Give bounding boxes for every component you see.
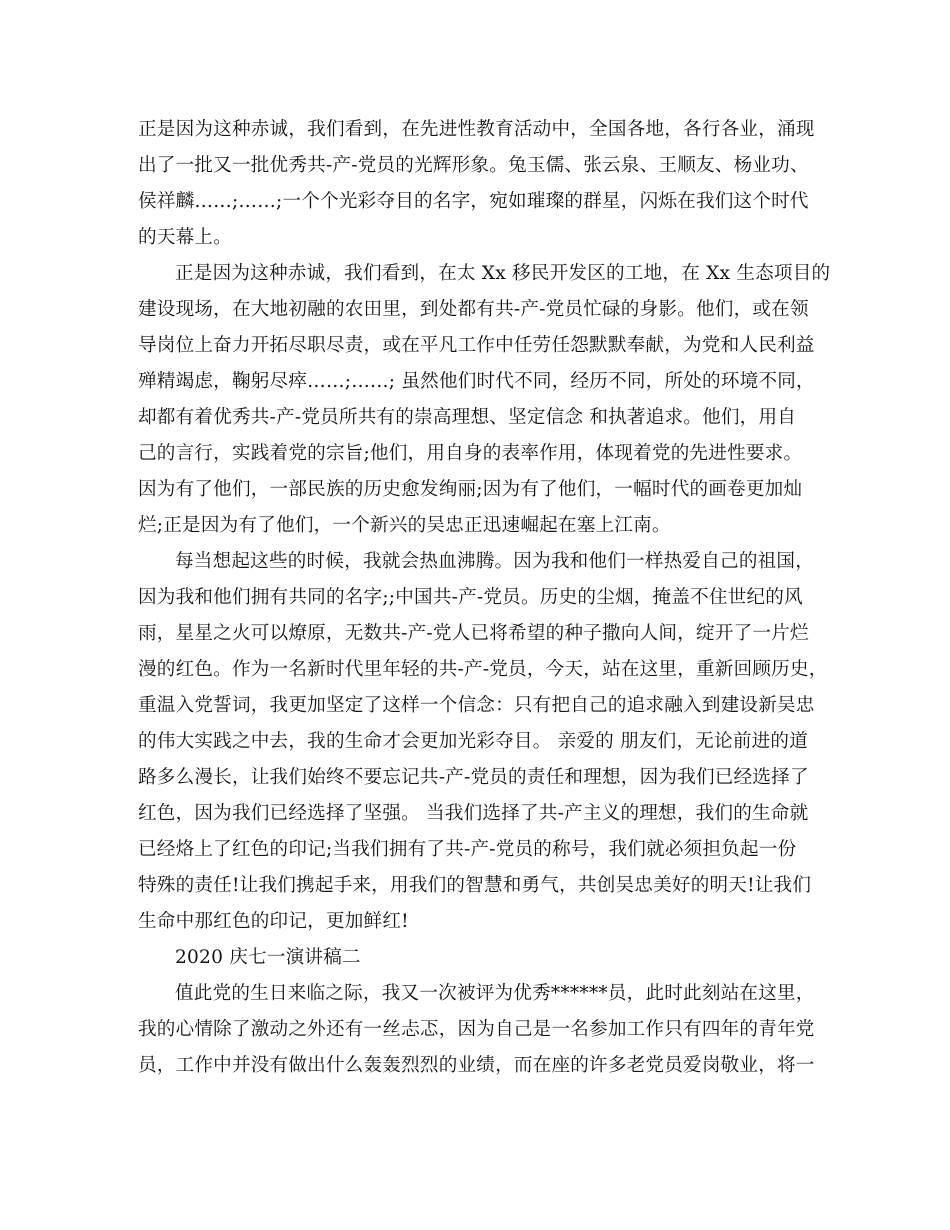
- text-line: 却都有着优秀共-产-党员所共有的崇高理想、坚定信念 和执著追求。他们，用自: [138, 407, 797, 428]
- text-line: 值此党的生日来临之际，我又一次被评为优秀******员，此时此刻站在这里，: [175, 983, 815, 1004]
- text-line: 出了一批又一批优秀共-产-党员的光辉形象。兔玉儒、张云泉、王顺友、杨业功、: [138, 155, 809, 176]
- text-line: 2020 庆七一演讲稿二: [175, 947, 361, 968]
- text-line: 建设现场，在大地初融的农田里，到处都有共-产-党员忙碌的身影。他们，或在领: [138, 299, 809, 320]
- text-line: 的天幕上。: [138, 227, 232, 248]
- text-line: 我的心情除了激动之外还有一丝忐忑，因为自己是一名参加工作只有四年的青年党: [138, 1019, 815, 1040]
- text-line: 生命中那红色的印记，更加鲜红!: [138, 911, 409, 932]
- text-line: 的伟大实践之中去，我的生命才会更加光彩夺目。 亲爱的 朋友们，无论前进的道: [138, 731, 809, 752]
- text-line: 己的言行，实践着党的宗旨;他们，用自身的表率作用，体现着党的先进性要求。: [138, 443, 803, 464]
- text-line: 雨，星星之火可以燎原，无数共-产-党人已将希望的种子撒向人间，绽开了一片烂: [138, 623, 809, 644]
- text-line: 特殊的责任!让我们携起手来，用我们的智慧和勇气，共创吴忠美好的明天!让我们: [138, 875, 812, 896]
- text-line: 红色，因为我们已经选择了坚强。 当我们选择了共-产主义的理想，我们的生命就: [138, 803, 809, 824]
- text-line: 正是因为这种赤诚，我们看到，在先进性教育活动中，全国各地，各行各业，涌现: [138, 119, 815, 140]
- text-line: 重温入党誓词，我更加坚定了这样一个信念：只有把自己的追求融入到建设新吴忠: [138, 695, 815, 716]
- text-line: 正是因为这种赤诚，我们看到，在太 Xx 移民开发区的工地，在 Xx 生态项目的: [175, 263, 831, 284]
- text-line: 路多么漫长，让我们始终不要忘记共-产-党员的责任和理想，因为我们已经选择了: [138, 767, 809, 788]
- text-line: 因为有了他们，一部民族的历史愈发绚丽;因为有了他们，一幅时代的画卷更加灿: [138, 479, 803, 500]
- document-body: [138, 112, 831, 1084]
- text-line: 殚精竭虑，鞠躬尽瘁……;……; 虽然他们时代不同，经历不同，所处的环境不同，: [138, 371, 815, 392]
- text-line: 烂;正是因为有了他们，一个新兴的吴忠正迅速崛起在塞上江南。: [138, 515, 671, 536]
- text-line: 侯祥麟……;……;一个个光彩夺目的名字，宛如璀璨的群星，闪烁在我们这个时代: [138, 191, 809, 212]
- text-line: 导岗位上奋力开拓尽职尽责，或在平凡工作中任劳任怨默默奉献，为党和人民利益: [138, 335, 815, 356]
- text-line: 已经烙上了红色的印记;当我们拥有了共-产-党员的称号，我们就必须担负起一份: [138, 839, 797, 860]
- text-line: 员，工作中并没有做出什么轰轰烈烈的业绩，而在座的许多老党员爱岗敬业，将一: [138, 1055, 815, 1076]
- text-line: 每当想起这些的时候，我就会热血沸腾。因为我和他们一样热爱自己的祖国，: [175, 551, 814, 572]
- text-line: 因为我和他们拥有共同的名字;;中国共-产-党员。历史的尘烟，掩盖不住世纪的风: [138, 587, 803, 608]
- text-line: 漫的红色。作为一名新时代里年轻的共-产-党员，今天，站在这里，重新回顾历史，: [138, 659, 828, 680]
